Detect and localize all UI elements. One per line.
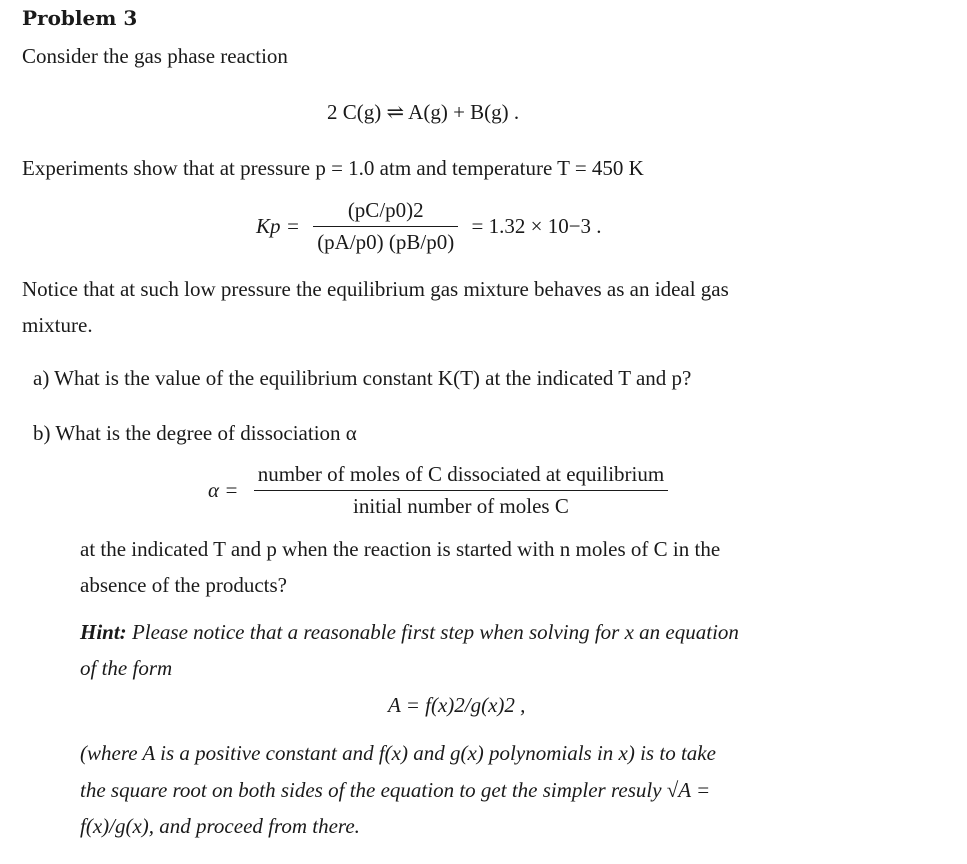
kp-fraction bbox=[313, 198, 458, 255]
hint-line-2: of the form bbox=[80, 656, 173, 680]
part-b-line-2: absence of the products? bbox=[80, 573, 287, 597]
part-b-question: b) What is the degree of dissociation α bbox=[33, 421, 357, 445]
hint-label: Hint: bbox=[80, 620, 127, 644]
notice-line-1: Notice that at such low pressure the equilibrium gas mixture behaves as an ideal gas bbox=[22, 277, 729, 301]
kp-lhs: Kp = bbox=[256, 214, 300, 238]
hint-equation: A = f(x)2/g(x)2 , bbox=[388, 693, 526, 717]
kp-equation bbox=[256, 198, 602, 255]
kp-denominator: (pA/p0) (pB/p0) bbox=[317, 230, 455, 254]
reaction-text: 2 C(g) ⇌ A(g) + B(g) . bbox=[327, 100, 520, 124]
intro-text: Consider the gas phase reaction bbox=[22, 44, 288, 68]
part-b-line-1: at the indicated T and p when the reaction is started with n moles of C in the bbox=[80, 537, 721, 561]
reaction-equation bbox=[327, 100, 519, 125]
fraction-bar bbox=[313, 226, 458, 227]
kp-numerator: (pC/p0)2 bbox=[347, 198, 424, 222]
alpha-fraction bbox=[254, 462, 669, 519]
experiments-text: Experiments show that at pressure p = 1.0 atm and temperature T = 450 K bbox=[22, 156, 644, 180]
hint-line-3: (where A is a positive constant and f(x) and g(x) polynomials in x) is to take bbox=[80, 741, 716, 765]
problem-title: Problem 3 bbox=[22, 6, 138, 30]
kp-rhs: = 1.32 × 10−3 . bbox=[471, 214, 602, 238]
hint-text-1: Please notice that a reasonable first step when solving for x an equation bbox=[131, 620, 739, 644]
hint-line-1 bbox=[80, 620, 739, 645]
alpha-equation bbox=[208, 462, 668, 519]
fraction-bar bbox=[254, 490, 669, 491]
alpha-numerator: number of moles of C dissociated at equilibrium bbox=[257, 462, 665, 486]
alpha-lhs: α = bbox=[208, 478, 239, 502]
hint-line-5: f(x)/g(x), and proceed from there. bbox=[80, 814, 360, 838]
notice-line-2: mixture. bbox=[22, 313, 93, 337]
part-a-question: a) What is the value of the equilibrium constant K(T) at the indicated T and p? bbox=[33, 366, 692, 390]
alpha-denominator: initial number of moles C bbox=[353, 494, 569, 518]
hint-line-4: the square root on both sides of the equation to get the simpler resuly √A = bbox=[80, 778, 711, 802]
